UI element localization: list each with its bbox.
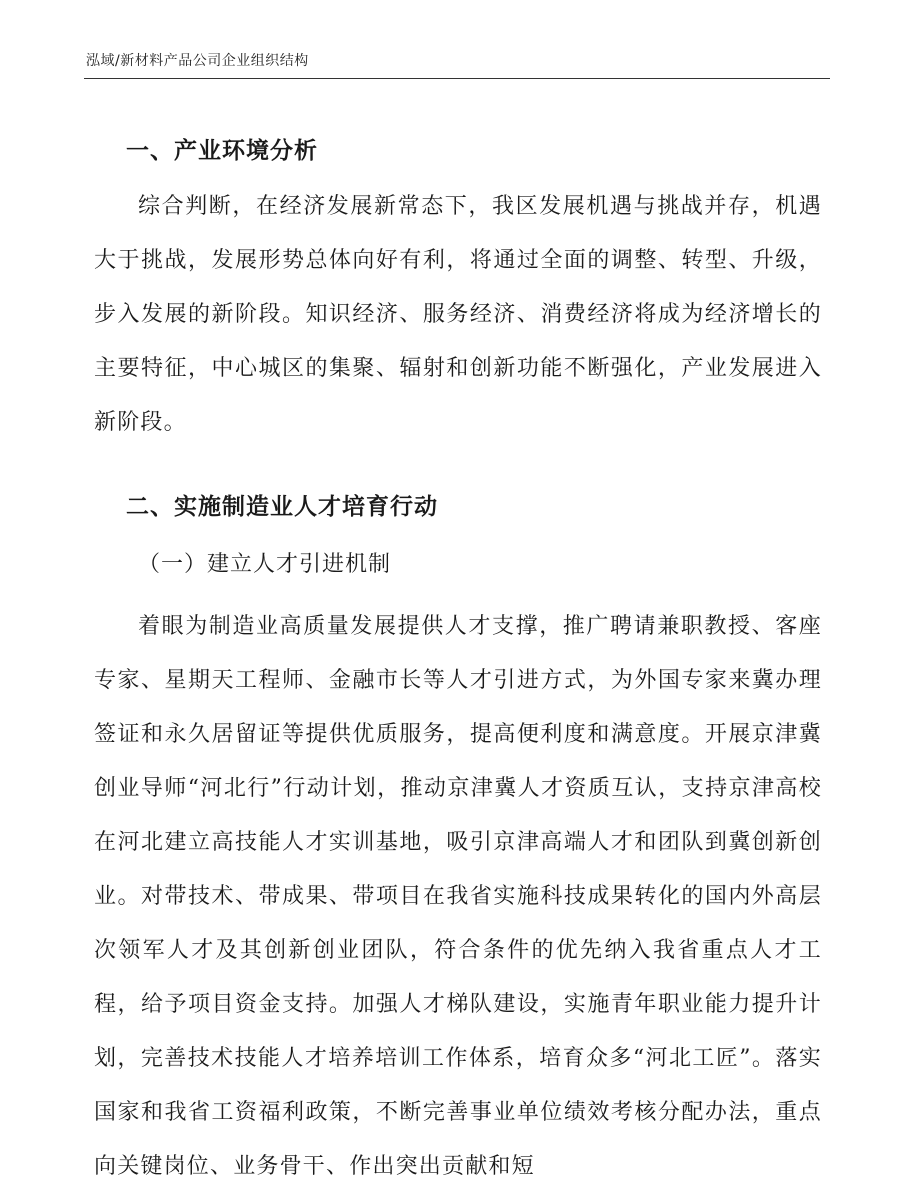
paragraph-talent-introduction: 着眼为制造业高质量发展提供人才支撑，推广聘请兼职教授、客座专家、星期天工程师、金融市长等人才引进方式，为外国专家来冀办理签证和永久居留证等提供优质服务，提高便利度和满意度。开展京津冀创业导师“河北行”行动计划，推动京津冀人才资质互认，支持京津高校在河北建立高技能人才实训基地，吸引京津高端人才和团队到冀创新创业。对带技术、带成果、带项目在我省实施科技成果转化的国内外高层次领军人才及其创新创业团队，符合条件的优先纳入我省重点人才工程，给予项目资金支持。加强人才梯队建设，实施青年职业能力提升计划，完善技术技能人才培养培训工作体系，培育众多“河北工匠”。落实国家和我省工资福利政策，不断完善事业单位绩效考核分配办法，重点向关键岗位、业务骨干、作出突出贡献和短 <box>94 614 822 1179</box>
paragraph-industry-environment: 综合判断，在经济发展新常态下，我区发展机遇与挑战并存，机遇大于挑战，发展形势总体向好有利，将通过全面的调整、转型、升级，步入发展的新阶段。知识经济、服务经济、消费经济将成为经济增长的主要特征，中心城区的集聚、辐射和创新功能不断强化，产业发展进入新阶段。 <box>94 194 822 435</box>
section-heading-talent-action: 二、实施制造业人才培育行动 <box>126 494 438 520</box>
running-header: 泓域/新材料产品公司企业组织结构 <box>86 53 309 69</box>
subsection-heading-talent-introduction: （一）建立人才引进机制 <box>138 552 392 577</box>
section-heading-industry-environment: 一、产业环境分析 <box>126 138 318 164</box>
document-body <box>94 108 822 1194</box>
header-divider <box>84 78 830 79</box>
